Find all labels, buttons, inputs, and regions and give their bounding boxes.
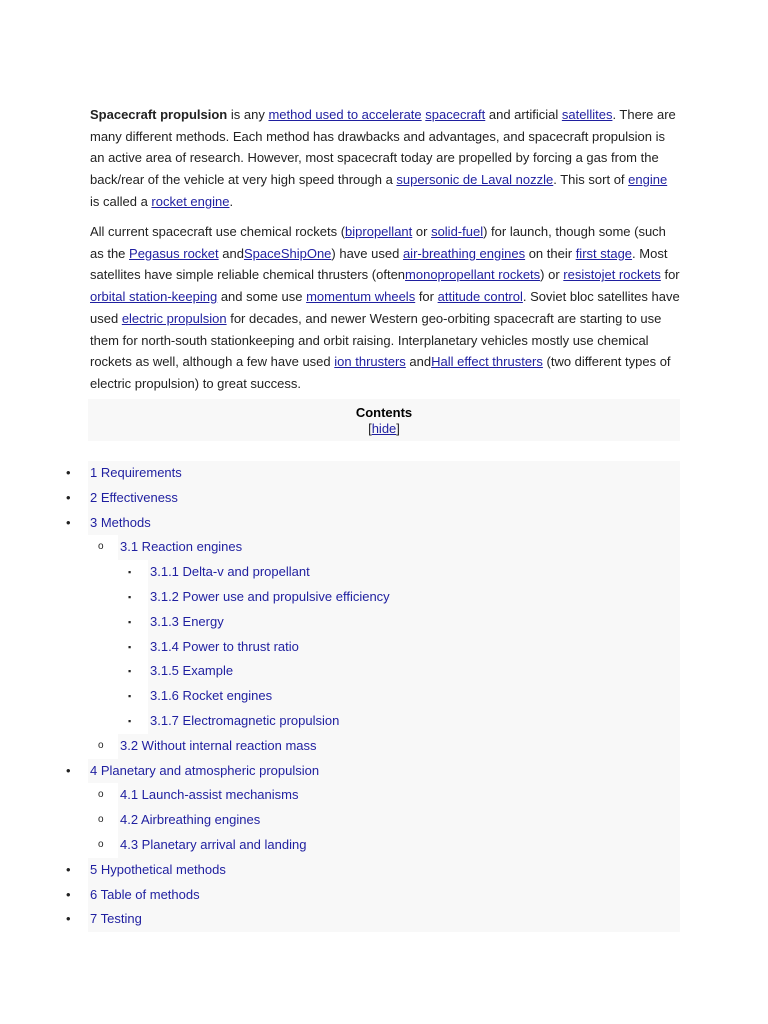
- text-run: on their: [525, 245, 576, 261]
- toc-hide-link[interactable]: hide: [371, 421, 397, 436]
- link-air-breathing-engines[interactable]: air-breathing engines: [402, 245, 526, 261]
- toc-link[interactable]: 3.1.4 Power to thrust ratio: [150, 638, 299, 654]
- toc-bullet-icon: •: [66, 489, 71, 505]
- toc-item: [60, 486, 680, 511]
- toc-item: [60, 783, 680, 808]
- toc-link[interactable]: 3.1.3 Energy: [150, 613, 224, 629]
- text-run: . This sort of: [553, 172, 629, 188]
- text-run: . Most satellites have simple reliable chemical thrusters (often: [90, 245, 668, 283]
- toc-item: [60, 858, 680, 883]
- toc-link[interactable]: 6 Table of methods: [90, 886, 200, 902]
- link-solid-fuel[interactable]: solid-fuel: [431, 224, 484, 239]
- article-term: Spacecraft propulsion: [90, 107, 228, 122]
- toc-item: [60, 585, 680, 610]
- toc-link[interactable]: 7 Testing: [90, 911, 142, 927]
- link-resistojet-rockets[interactable]: resistojet rockets: [563, 267, 661, 283]
- toc-item: [60, 709, 680, 734]
- toc-bullet-icon: ▪: [128, 715, 132, 726]
- link-ion-thrusters[interactable]: ion thrusters: [334, 354, 406, 370]
- bracket: [: [368, 421, 372, 436]
- link-engine[interactable]: engine: [628, 172, 668, 188]
- toc-bullet-icon: •: [66, 762, 71, 778]
- toc-bullet-icon: o: [98, 838, 104, 850]
- text-run: and some use: [217, 289, 307, 305]
- link-spacecraft[interactable]: spacecraft: [425, 107, 486, 122]
- text-run: All current spacecraft use chemical rockets (: [90, 224, 346, 239]
- toc-link[interactable]: 3.2 Without internal reaction mass: [120, 737, 317, 753]
- toc-link[interactable]: 3.1.5 Example: [150, 663, 234, 679]
- toc-link[interactable]: 4.3 Planetary arrival and landing: [120, 836, 307, 852]
- toc-bullet-icon: •: [66, 911, 71, 927]
- link-hall-effect-thrusters[interactable]: Hall effect thrusters: [431, 354, 543, 370]
- toc-item-background: [148, 610, 680, 635]
- text-run: is called a: [90, 193, 152, 209]
- toc-link[interactable]: 2 Effectiveness: [90, 489, 178, 505]
- toc-link[interactable]: 5 Hypothetical methods: [90, 861, 226, 877]
- toc-bullet-icon: o: [98, 789, 104, 801]
- toc-item: [60, 560, 680, 585]
- link-monopropellant-rockets[interactable]: monopropellant rockets: [405, 267, 541, 283]
- link-attitude-control[interactable]: attitude control: [437, 289, 523, 305]
- text-run: ) have used: [331, 245, 403, 261]
- second-paragraph: [90, 221, 680, 395]
- text-run: ) for launch, though some (such as the: [90, 224, 666, 261]
- toc-item-background: [88, 511, 680, 536]
- toc-bullet-icon: •: [66, 886, 71, 902]
- toc-item: [60, 684, 680, 709]
- text-run: (two different types of electric propulsion) to great success.: [90, 354, 671, 391]
- toc-bullet-icon: ▪: [128, 666, 132, 677]
- link-bipropellant[interactable]: bipropellant: [345, 224, 413, 239]
- toc-bullet-icon: ▪: [128, 616, 132, 627]
- toc-bullet-icon: o: [98, 739, 104, 751]
- toc-item: [60, 883, 680, 908]
- text-run: ) or: [540, 267, 564, 283]
- toc-link[interactable]: 1 Requirements: [90, 465, 182, 480]
- toc-item: [60, 734, 680, 759]
- toc-bullet-icon: o: [98, 814, 104, 826]
- toc-link[interactable]: 3.1.2 Power use and propulsive efficiency: [150, 588, 390, 604]
- toc-link[interactable]: 3.1 Reaction engines: [120, 539, 243, 555]
- link-momentum-wheels[interactable]: momentum wheels: [306, 289, 416, 305]
- link-supersonic-de-laval-nozzle[interactable]: supersonic de Laval nozzle: [396, 172, 554, 188]
- toc-title: Contents: [355, 405, 413, 420]
- text-run: and artificial: [485, 107, 562, 122]
- toc-item: [60, 759, 680, 784]
- link-orbital-station-keeping[interactable]: orbital station-keeping: [90, 289, 218, 305]
- toc-item: [60, 635, 680, 660]
- toc-item: [60, 808, 680, 833]
- text-run: . There are many different methods. Each method has drawbacks and advantages, and spacecraft propulsion is an active area of research. However, most spacecraft today are propelled by forcing a gas from the back/rear of the vehicle at very high speed through a: [90, 107, 676, 188]
- link-pegasus-rocket[interactable]: Pegasus rocket: [129, 245, 219, 261]
- toc-item: [60, 461, 680, 486]
- link-rocket-engine[interactable]: rocket engine: [151, 193, 230, 209]
- toc-bullet-icon: ▪: [128, 567, 132, 578]
- toc-header: [88, 399, 680, 441]
- toc-item: [60, 610, 680, 635]
- toc-item: [60, 535, 680, 560]
- text-run: is any: [227, 107, 269, 122]
- text-run: for: [660, 267, 680, 283]
- text-run: and: [218, 245, 244, 261]
- toc-link[interactable]: 4.1 Launch-assist mechanisms: [120, 787, 299, 803]
- toc-link[interactable]: 3 Methods: [90, 514, 151, 530]
- link-first-stage[interactable]: first stage: [575, 245, 633, 261]
- toc-item: [60, 907, 680, 932]
- text-run: and: [405, 354, 432, 370]
- bracket: ]: [396, 421, 400, 436]
- link-satellites[interactable]: satellites: [561, 107, 613, 122]
- toc-item: [60, 659, 680, 684]
- toc-link[interactable]: 3.1.1 Delta-v and propellant: [150, 564, 310, 580]
- text-run: for: [415, 289, 438, 305]
- text-run: . Soviet bloc satellites have used: [90, 289, 680, 326]
- toc-bullet-icon: ▪: [128, 591, 132, 602]
- toc-item-background: [88, 907, 680, 932]
- toc-link[interactable]: 3.1.7 Electromagnetic propulsion: [150, 712, 340, 728]
- toc-hide-control: [88, 420, 680, 438]
- toc-list: [60, 461, 680, 932]
- toc-bullet-icon: •: [66, 465, 71, 480]
- toc-link[interactable]: 3.1.6 Rocket engines: [150, 688, 273, 704]
- toc-link[interactable]: 4.2 Airbreathing engines: [120, 812, 261, 828]
- text-run: .: [229, 193, 234, 209]
- link-spaceshipone[interactable]: SpaceShipOne: [243, 245, 332, 261]
- text-run: for decades, and newer Western geo-orbiting spacecraft are starting to use them for north-south stationkeeping and orbit raising. Interplanetary vehicles mostly use chemical rockets as well, although a few have used: [90, 310, 662, 370]
- toc-item: [60, 511, 680, 536]
- text-run: or: [412, 224, 432, 239]
- toc-bullet-icon: •: [66, 861, 71, 877]
- toc-bullet-icon: •: [66, 514, 71, 530]
- toc-link[interactable]: 4 Planetary and atmospheric propulsion: [90, 762, 320, 778]
- link-method-used-to-accelerate[interactable]: method used to accelerate: [268, 107, 422, 122]
- toc-bullet-icon: ▪: [128, 641, 132, 652]
- intro-paragraph: [90, 104, 680, 213]
- toc-item: [60, 833, 680, 858]
- link-electric-propulsion[interactable]: electric propulsion: [121, 310, 227, 326]
- toc-bullet-icon: ▪: [128, 691, 132, 702]
- toc-bullet-icon: o: [98, 541, 104, 553]
